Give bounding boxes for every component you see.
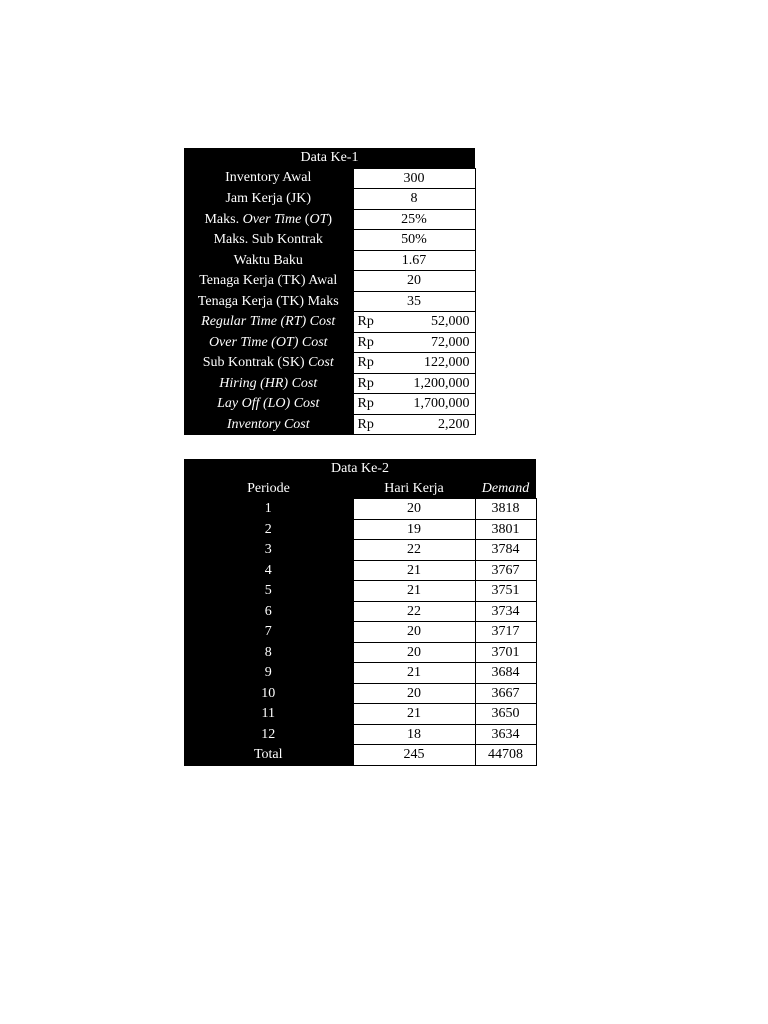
total-label: Total — [184, 745, 353, 766]
param-value: 300 — [353, 168, 475, 189]
table-row — [184, 332, 475, 353]
demand-cell: 3767 — [475, 560, 536, 581]
table-row — [184, 189, 475, 210]
currency-label: Rp — [353, 332, 399, 353]
table-row — [184, 560, 536, 581]
currency-label: Rp — [353, 353, 399, 374]
table-row — [184, 540, 536, 561]
table-row — [184, 724, 536, 745]
table-row — [184, 581, 536, 602]
hari-kerja-cell: 21 — [353, 560, 475, 581]
periode-cell: 7 — [184, 622, 353, 643]
table-row — [184, 271, 475, 292]
periode-cell: 4 — [184, 560, 353, 581]
table-row — [184, 642, 536, 663]
cost-label: Inventory Cost — [184, 414, 353, 435]
data-ke-1-table — [184, 148, 476, 435]
demand-cell: 3751 — [475, 581, 536, 602]
table-row — [184, 622, 536, 643]
hari-kerja-cell: 21 — [353, 581, 475, 602]
param-value: 35 — [353, 291, 475, 312]
cost-amount: 1,200,000 — [399, 373, 475, 394]
table-row — [184, 230, 475, 251]
cost-amount: 1,700,000 — [399, 394, 475, 415]
cost-label: Sub Kontrak (SK) Cost — [184, 353, 353, 374]
table-row — [184, 373, 475, 394]
cost-amount: 72,000 — [399, 332, 475, 353]
table-row — [184, 291, 475, 312]
table-row — [184, 601, 536, 622]
column-header-demand: Demand — [475, 479, 536, 499]
param-label: Maks. Over Time (OT) — [184, 209, 353, 230]
total-hari-kerja: 245 — [353, 745, 475, 766]
periode-cell: 5 — [184, 581, 353, 602]
demand-cell: 3684 — [475, 663, 536, 684]
demand-cell: 3701 — [475, 642, 536, 663]
hari-kerja-cell: 19 — [353, 519, 475, 540]
periode-cell: 11 — [184, 704, 353, 725]
column-header-periode: Periode — [184, 479, 353, 499]
cost-label: Hiring (HR) Cost — [184, 373, 353, 394]
param-value: 25% — [353, 209, 475, 230]
param-label: Maks. Sub Kontrak — [184, 230, 353, 251]
param-value: 50% — [353, 230, 475, 251]
param-label: Tenaga Kerja (TK) Maks — [184, 291, 353, 312]
periode-cell: 2 — [184, 519, 353, 540]
hari-kerja-cell: 22 — [353, 540, 475, 561]
periode-cell: 8 — [184, 642, 353, 663]
hari-kerja-cell: 20 — [353, 499, 475, 520]
param-label: Inventory Awal — [184, 168, 353, 189]
table-row — [184, 704, 536, 725]
param-value: 8 — [353, 189, 475, 210]
currency-label: Rp — [353, 312, 399, 333]
table-row — [184, 312, 475, 333]
data-ke-2-title: Data Ke-2 — [184, 459, 536, 479]
total-demand: 44708 — [475, 745, 536, 766]
table-row — [184, 250, 475, 271]
hari-kerja-cell: 22 — [353, 601, 475, 622]
periode-cell: 6 — [184, 601, 353, 622]
demand-cell: 3801 — [475, 519, 536, 540]
param-value: 20 — [353, 271, 475, 292]
cost-amount: 2,200 — [399, 414, 475, 435]
table-row — [184, 499, 536, 520]
table-row — [184, 683, 536, 704]
cost-amount: 52,000 — [399, 312, 475, 333]
param-label: Tenaga Kerja (TK) Awal — [184, 271, 353, 292]
periode-cell: 3 — [184, 540, 353, 561]
demand-cell: 3818 — [475, 499, 536, 520]
param-value: 1.67 — [353, 250, 475, 271]
table-row — [184, 353, 475, 374]
table-row — [184, 663, 536, 684]
total-row — [184, 745, 536, 766]
table-row — [184, 519, 536, 540]
periode-cell: 12 — [184, 724, 353, 745]
table-row — [184, 414, 475, 435]
currency-label: Rp — [353, 414, 399, 435]
periode-rows — [184, 499, 536, 745]
currency-label: Rp — [353, 373, 399, 394]
data-ke-1-title: Data Ke-1 — [184, 148, 475, 168]
periode-cell: 1 — [184, 499, 353, 520]
param-label: Waktu Baku — [184, 250, 353, 271]
param-label: Jam Kerja (JK) — [184, 189, 353, 210]
hari-kerja-cell: 20 — [353, 642, 475, 663]
demand-cell: 3667 — [475, 683, 536, 704]
hari-kerja-cell: 20 — [353, 683, 475, 704]
currency-label: Rp — [353, 394, 399, 415]
demand-cell: 3650 — [475, 704, 536, 725]
table-row — [184, 209, 475, 230]
hari-kerja-cell: 21 — [353, 704, 475, 725]
table-row — [184, 394, 475, 415]
periode-cell: 10 — [184, 683, 353, 704]
demand-cell: 3717 — [475, 622, 536, 643]
data-ke-2-table — [184, 459, 537, 766]
cost-label: Regular Time (RT) Cost — [184, 312, 353, 333]
table-row — [184, 168, 475, 189]
demand-cell: 3634 — [475, 724, 536, 745]
hari-kerja-cell: 20 — [353, 622, 475, 643]
column-header-hari-kerja: Hari Kerja — [353, 479, 475, 499]
demand-cell: 3784 — [475, 540, 536, 561]
table-header-row — [184, 479, 536, 499]
hari-kerja-cell: 21 — [353, 663, 475, 684]
hari-kerja-cell: 18 — [353, 724, 475, 745]
cost-label: Over Time (OT) Cost — [184, 332, 353, 353]
cost-amount: 122,000 — [399, 353, 475, 374]
periode-cell: 9 — [184, 663, 353, 684]
demand-cell: 3734 — [475, 601, 536, 622]
cost-label: Lay Off (LO) Cost — [184, 394, 353, 415]
